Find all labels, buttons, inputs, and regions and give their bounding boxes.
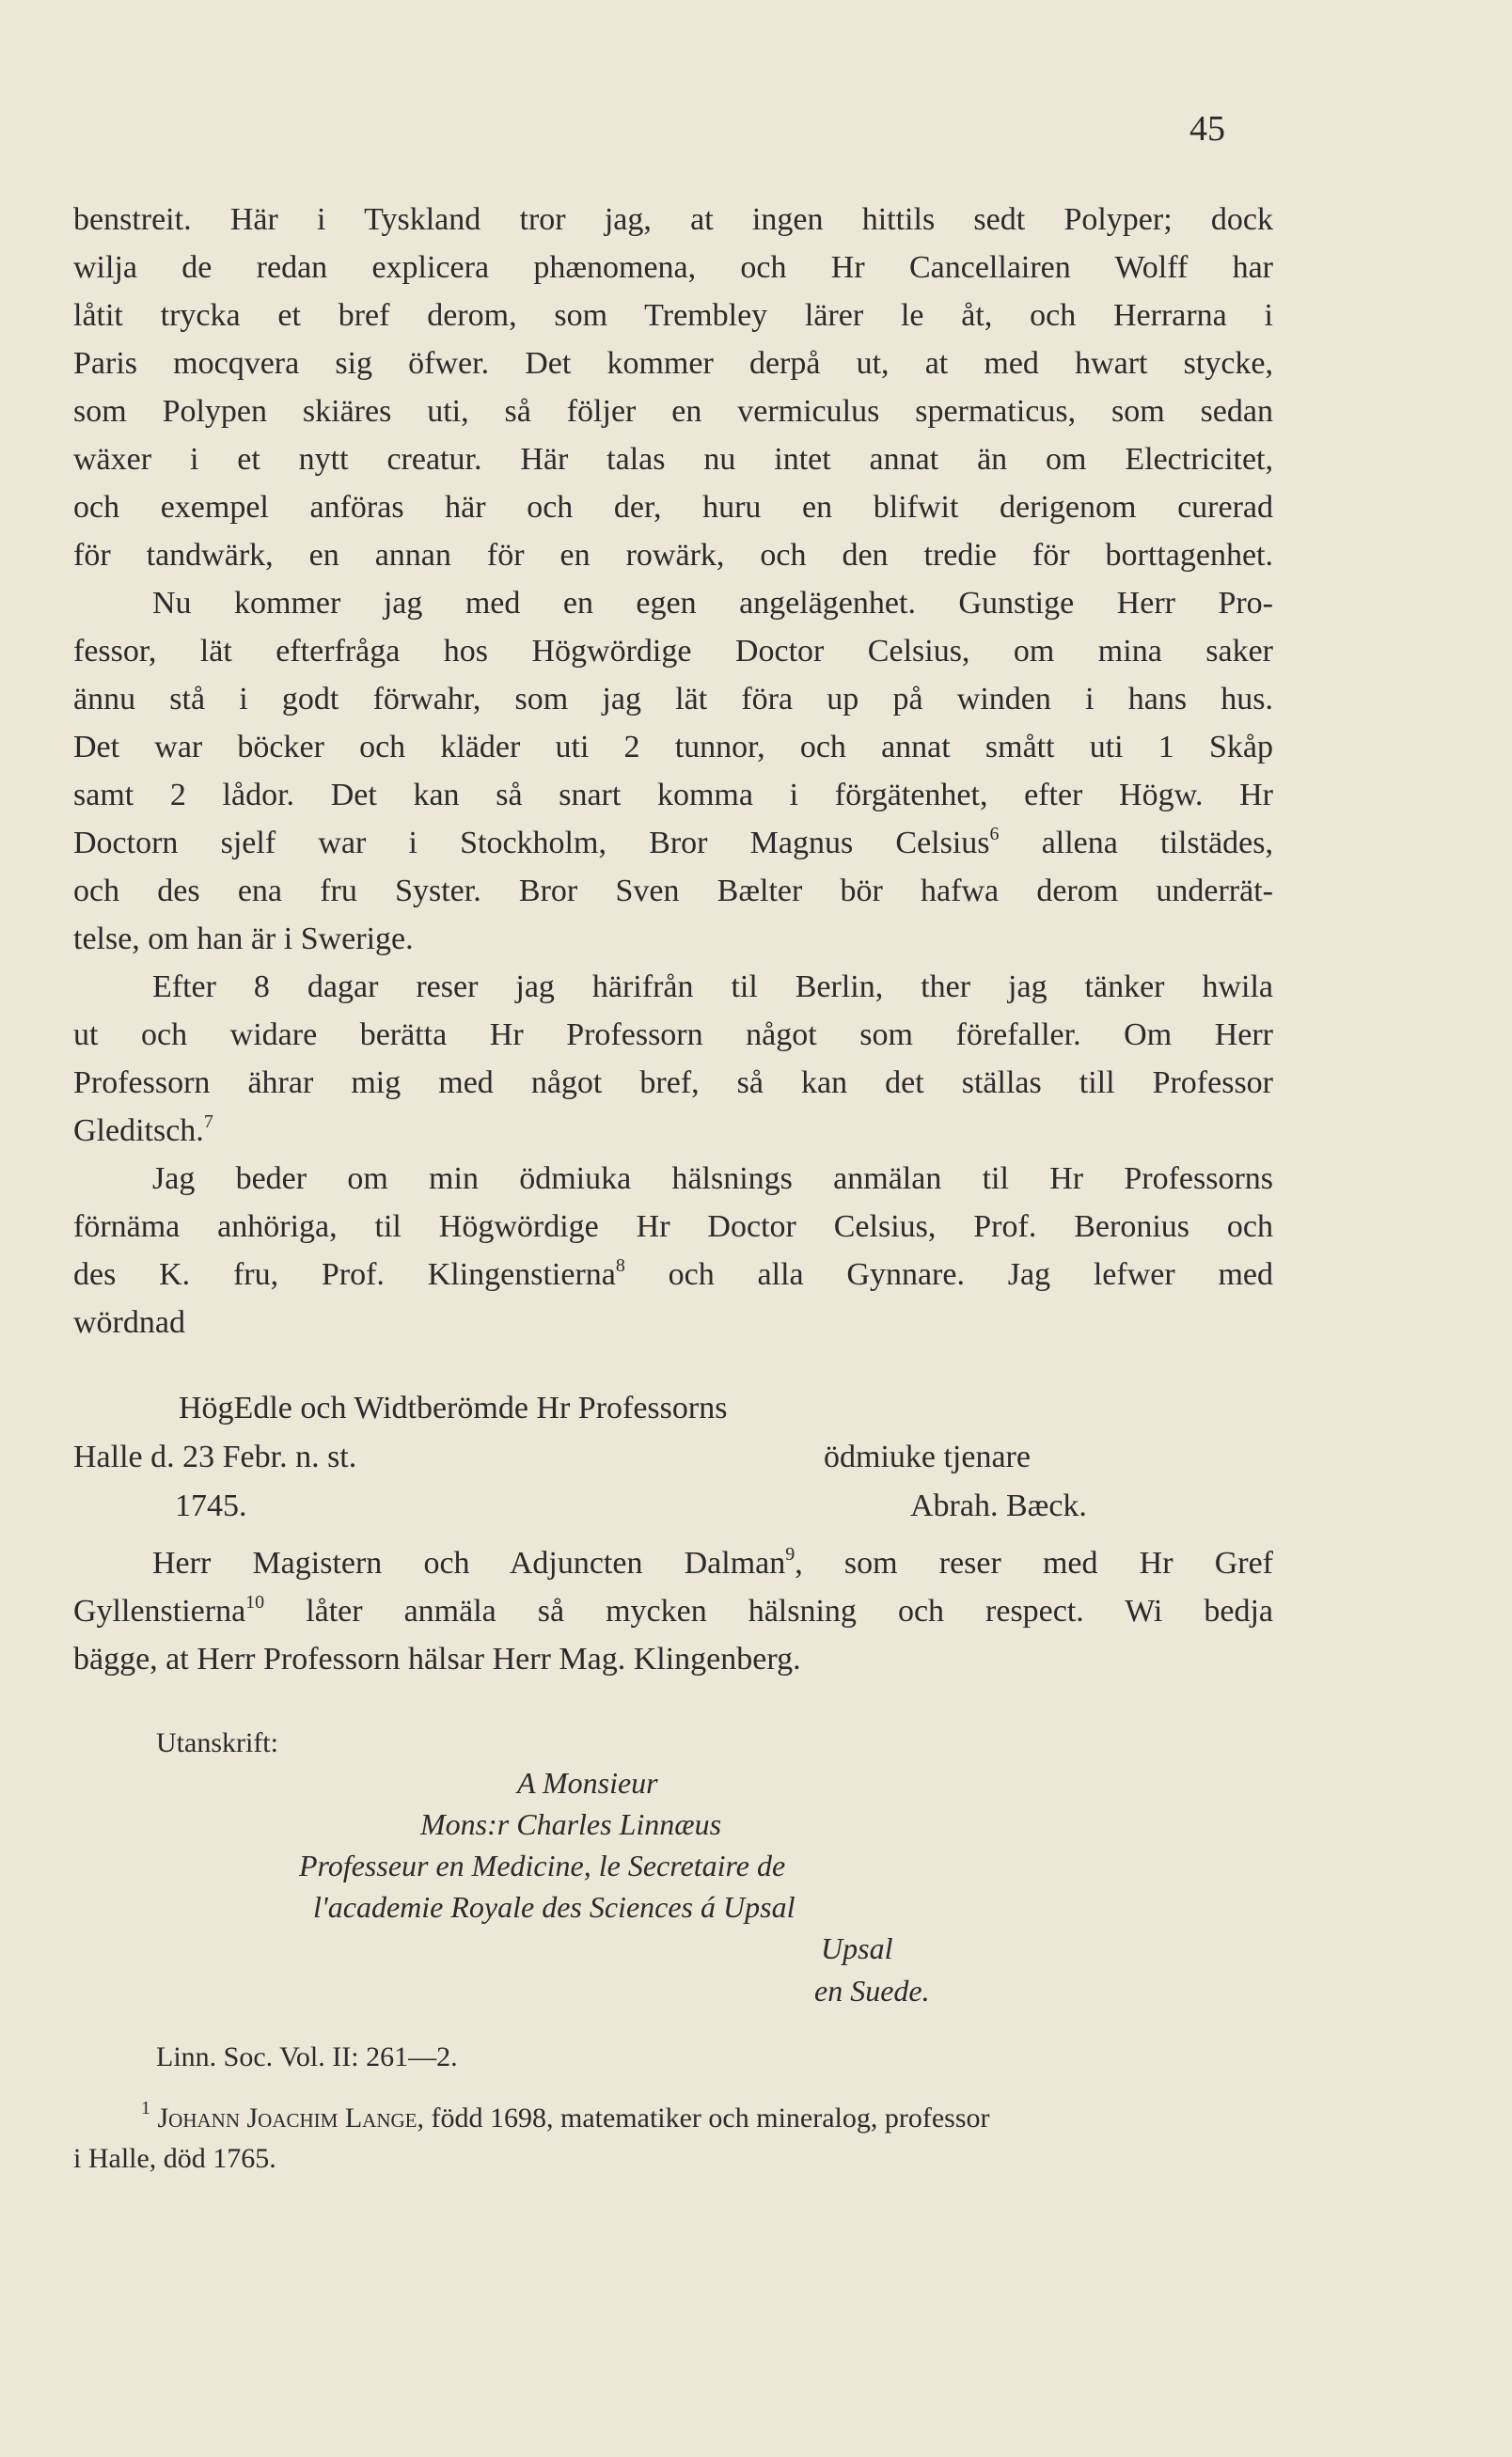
postscript-line: bägge, at Herr Professorn hälsar Herr Mag. Klingenberg. [73, 1642, 801, 1677]
postscript-text: Herr Magistern och Adjuncten Dalman [152, 1546, 786, 1581]
source-reference: Linn. Soc. Vol. II: 261—2. [156, 2041, 458, 2072]
closing-humble: ödmiuke tjenare [824, 1440, 1031, 1474]
closing-year: 1745. [175, 1488, 247, 1523]
footnote-mark: 6 [989, 824, 1000, 844]
body-line: benstreit. Här i Tyskland tror jag, at ingen hittils sedt Polyper; dock [73, 202, 1273, 237]
body-line: ännu stå i godt förwahr, som jag lät föra up på winden i hans hus. [73, 682, 1273, 717]
address-line: en Suede. [814, 1974, 930, 2008]
address-line: Mons:r Charles Linnæus [420, 1807, 722, 1841]
body-line: telse, om han är i Swerige. [73, 921, 414, 956]
body-text: des K. fru, Prof. Klingenstierna [73, 1257, 616, 1292]
body-line: Det war böcker och kläder uti 2 tunnor, och annat smått uti 1 Skåp [73, 730, 1273, 764]
body-line: som Polypen skiäres uti, så följer en vermiculus spermaticus, som sedan [73, 394, 1273, 429]
body-line: låtit trycka et bref derom, som Trembley lärer le åt, och Herrarna i [73, 298, 1273, 333]
salutation: HögEdle och Widtberömde Hr Professorns [179, 1391, 728, 1425]
body-line: ut och widare berätta Hr Professorn något som förefaller. Om Herr [73, 1017, 1273, 1052]
body-line: och des ena fru Syster. Bror Sven Bælter bör hafwa derom underrät- [73, 874, 1273, 908]
footnote-number: 1 [141, 2098, 150, 2118]
body-text: och alla Gynnare. Jag lefwer med [668, 1257, 1273, 1292]
footnote-line [141, 2098, 1275, 2135]
footnote-mark: 9 [785, 1544, 795, 1565]
postscript-line-dalman [152, 1545, 1273, 1583]
body-line-gleditsch [73, 1112, 1273, 1150]
closing-place: Halle d. 23 Febr. n. st. [73, 1440, 357, 1474]
signature: Abrah. Bæck. [910, 1488, 1087, 1523]
footnote-name: Johann Joachim Lange, [157, 2103, 424, 2134]
address-line: Upsal [821, 1931, 893, 1965]
body-line: fessor, lät efterfråga hos Högwördige Doctor Celsius, om mina saker [73, 634, 1273, 669]
footnote-mark: 8 [615, 1255, 625, 1276]
body-line: och exempel anföras här och der, huru en blifwit derigenom curerad [73, 490, 1273, 525]
address-line: l'academie Royale des Sciences á Upsal [313, 1890, 795, 1924]
address-line: A Monsieur [517, 1766, 658, 1800]
address-line: Professeur en Medicine, le Secretaire de [299, 1849, 786, 1882]
postscript-text: Gyllenstierna [73, 1594, 246, 1629]
body-line: förnäma anhöriga, til Högwördige Hr Doctor Celsius, Prof. Beronius och [73, 1209, 1273, 1244]
body-line: för tandwärk, en annan för en rowärk, och den tredie för borttagenhet. [73, 538, 1273, 573]
body-line-celsius [73, 825, 1273, 862]
body-text: Doctorn sjelf war i Stockholm, Bror Magnus Celsius [73, 826, 990, 860]
body-line: Paris mocqvera sig öfwer. Det kommer derpå ut, at med hwart stycke, [73, 346, 1273, 381]
body-line: wäxer i et nytt creatur. Här talas nu intet annat än om Electricitet, [73, 442, 1273, 477]
postscript-line-gyllenstierna [73, 1593, 1273, 1630]
body-line-klingenstierna [73, 1256, 1273, 1294]
footnote-line: i Halle, död 1765. [73, 2143, 276, 2174]
postscript-text: , som reser med Hr Gref [795, 1546, 1274, 1581]
body-line: wördnad [73, 1305, 185, 1340]
footnote-text: född 1698, matematiker och mineralog, professor [431, 2103, 990, 2134]
page-number: 45 [1189, 109, 1225, 149]
postscript-text: låter anmäla så mycken hälsning och respect. Wi bedja [306, 1594, 1274, 1629]
footnote-mark: 7 [203, 1111, 213, 1132]
body-line: Professorn ährar mig med något bref, så kan det ställas till Professor [73, 1065, 1273, 1100]
address-label: Utanskrift: [156, 1727, 278, 1758]
body-line: Nu kommer jag med en egen angelägenhet. Gunstige Herr Pro- [152, 586, 1273, 621]
body-text: Gleditsch. [73, 1113, 204, 1148]
footnote-mark: 10 [245, 1592, 265, 1613]
body-line: samt 2 lådor. Det kan så snart komma i förgätenhet, efter Högw. Hr [73, 778, 1273, 812]
body-line: Efter 8 dagar reser jag härifrån til Berlin, ther jag tänker hwila [152, 969, 1273, 1004]
body-text: allena tilstädes, [1041, 826, 1273, 860]
body-line: wilja de redan explicera phænomena, och Hr Cancellairen Wolff har [73, 250, 1273, 285]
body-line: Jag beder om min ödmiuka hälsnings anmälan til Hr Professorns [152, 1161, 1273, 1196]
